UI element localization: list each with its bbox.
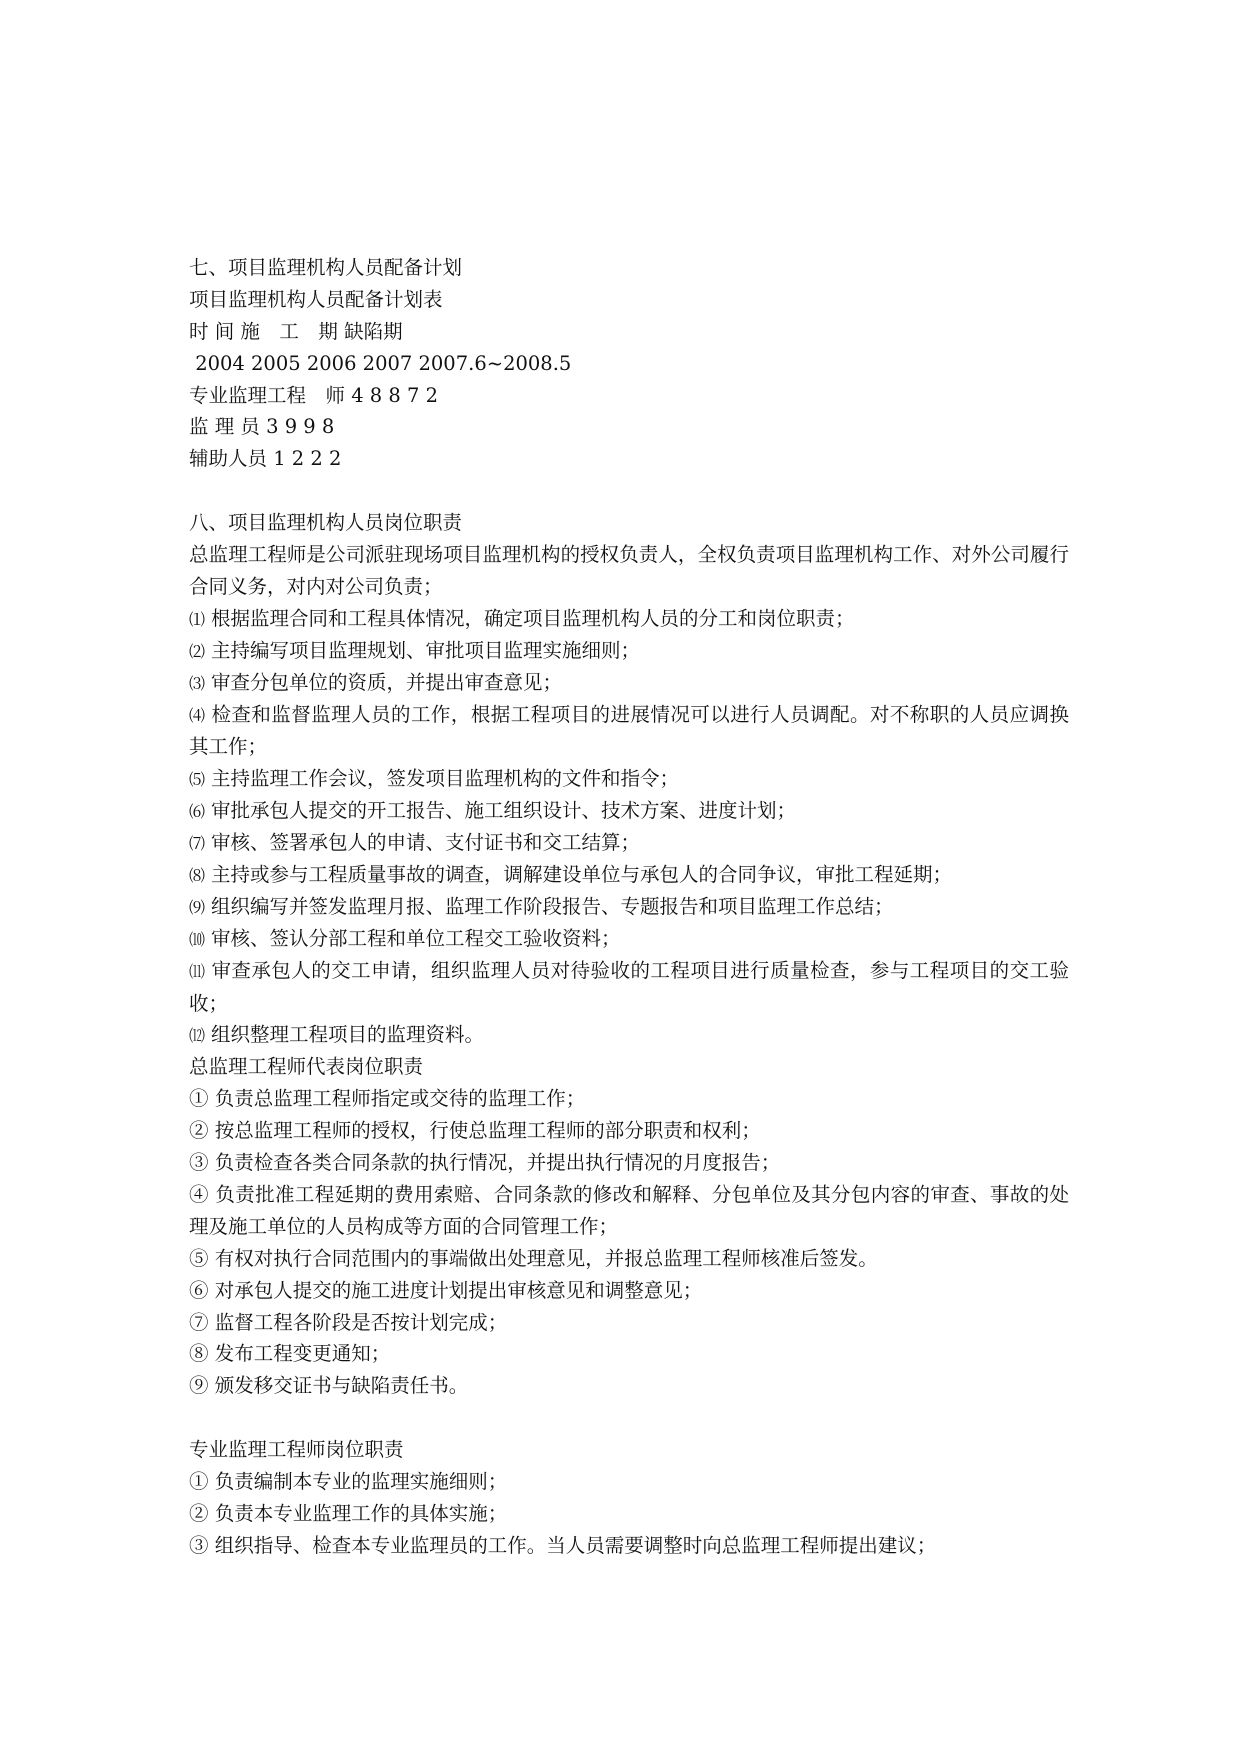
specialist-heading: 专业监理工程师岗位职责 <box>189 1438 404 1462</box>
table-header-row: 时 间 施 工 期 缺陷期 <box>189 319 403 343</box>
deputy-duty-item: ⑨ 颁发移交证书与缺陷责任书。 <box>189 1374 469 1398</box>
item-number: ⑺ <box>189 834 206 854</box>
spacer <box>189 475 1069 507</box>
chief-duty-item <box>189 795 1069 827</box>
item-number: ⑽ <box>189 929 206 949</box>
table-row: 监 理 员 3 9 9 8 <box>189 415 335 439</box>
item-text: 审批承包人提交的开工报告、施工组织设计、技术方案、进度计划； <box>211 799 797 823</box>
item-text: 审核、签认分部工程和单位工程交工验收资料； <box>211 926 621 950</box>
item-number: ⑶ <box>189 673 206 693</box>
item-number: ⑼ <box>189 897 206 917</box>
specialist-duty-item: ① 负责编制本专业的监理实施细则； <box>189 1469 508 1493</box>
item-text: 主持监理工作会议，签发项目监理机构的文件和指令； <box>211 767 680 791</box>
item-number: ⑿ <box>189 1026 206 1046</box>
spacer <box>189 1402 1069 1434</box>
chief-duty-item <box>189 635 1069 667</box>
item-number: ⑻ <box>189 865 206 885</box>
item-text: 组织编写并签发监理月报、监理工作阶段报告、专题报告和项目监理工作总结； <box>211 894 894 918</box>
deputy-duty-item: ⑦ 监督工程各阶段是否按计划完成； <box>189 1310 508 1334</box>
specialist-duty-item: ③ 组织指导、检查本专业监理员的工作。当人员需要调整时向总监理工程师提出建议； <box>189 1533 937 1557</box>
document-page <box>189 252 1069 1562</box>
table-title: 项目监理机构人员配备计划表 <box>189 287 443 311</box>
item-text: 根据监理合同和工程具体情况，确定项目监理机构人员的分工和岗位职责； <box>211 606 855 630</box>
chief-duty-item <box>189 603 1069 635</box>
chief-intro-paragraph: 总监理工程师是公司派驻现场项目监理机构的授权负责人，全权负责项目监理机构工作、对外公司履行合同义务，对内对公司负责； <box>189 543 1069 598</box>
chief-duty-item <box>189 763 1069 795</box>
item-text: 审查分包单位的资质，并提出审查意见； <box>211 670 563 694</box>
specialist-duty-item: ② 负责本专业监理工作的具体实施； <box>189 1501 508 1525</box>
table-row: 专业监理工程 师 4 8 8 7 2 <box>189 383 439 407</box>
chief-duty-item <box>189 923 1069 955</box>
chief-duty-item <box>189 955 1069 1020</box>
item-number: ⑹ <box>189 802 206 822</box>
table-years-row: 2004 2005 2006 2007 2007.6~2008.5 <box>189 351 572 375</box>
item-number: ⑵ <box>189 641 206 661</box>
deputy-duty-item: ⑤ 有权对执行合同范围内的事端做出处理意见，并报总监理工程师核准后签发。 <box>189 1246 878 1270</box>
item-text: 主持编写项目监理规划、审批项目监理实施细则； <box>211 638 641 662</box>
item-text: 组织整理工程项目的监理资料。 <box>211 1023 485 1047</box>
chief-duty-item <box>189 699 1069 764</box>
deputy-duty-item: ② 按总监理工程师的授权，行使总监理工程师的部分职责和权利； <box>189 1119 761 1143</box>
chief-duty-item <box>189 859 1069 891</box>
deputy-duty-item: ⑧ 发布工程变更通知； <box>189 1342 391 1366</box>
section7-heading: 七、项目监理机构人员配备计划 <box>189 256 463 279</box>
item-number: ⑴ <box>189 609 206 629</box>
deputy-heading: 总监理工程师代表岗位职责 <box>189 1055 424 1079</box>
section8-heading: 八、项目监理机构人员岗位职责 <box>189 511 463 535</box>
chief-duty-item <box>189 827 1069 859</box>
deputy-duty-item: ③ 负责检查各类合同条款的执行情况，并提出执行情况的月度报告； <box>189 1151 781 1175</box>
item-number: ⑾ <box>189 961 206 981</box>
item-text: 审核、签署承包人的申请、支付证书和交工结算； <box>211 831 641 855</box>
item-number: ⑷ <box>189 705 206 725</box>
item-text: 主持或参与工程质量事故的调查，调解建设单位与承包人的合同争议，审批工程延期； <box>211 862 953 886</box>
deputy-duty-item: ① 负责总监理工程师指定或交待的监理工作； <box>189 1087 586 1111</box>
deputy-duty-item: ④ 负责批准工程延期的费用索赔、合同条款的修改和解释、分包单位及其分包内容的审查、事故的处理及施工单位的人员构成等方面的合同管理工作； <box>189 1182 1069 1238</box>
item-text: 检查和监督监理人员的工作，根据工程项目的进展情况可以进行人员调配。对不称职的人员应调换其工作； <box>189 702 1069 759</box>
chief-duty-item <box>189 1019 1069 1051</box>
deputy-duty-item: ⑥ 对承包人提交的施工进度计划提出审核意见和调整意见； <box>189 1278 703 1302</box>
item-number: ⑸ <box>189 770 206 790</box>
chief-duty-item <box>189 891 1069 923</box>
item-text: 审查承包人的交工申请，组织监理人员对待验收的工程项目进行质量检查，参与工程项目的交工验收； <box>189 958 1069 1015</box>
table-row: 辅助人员 1 2 2 2 <box>189 447 342 471</box>
chief-duty-item <box>189 667 1069 699</box>
